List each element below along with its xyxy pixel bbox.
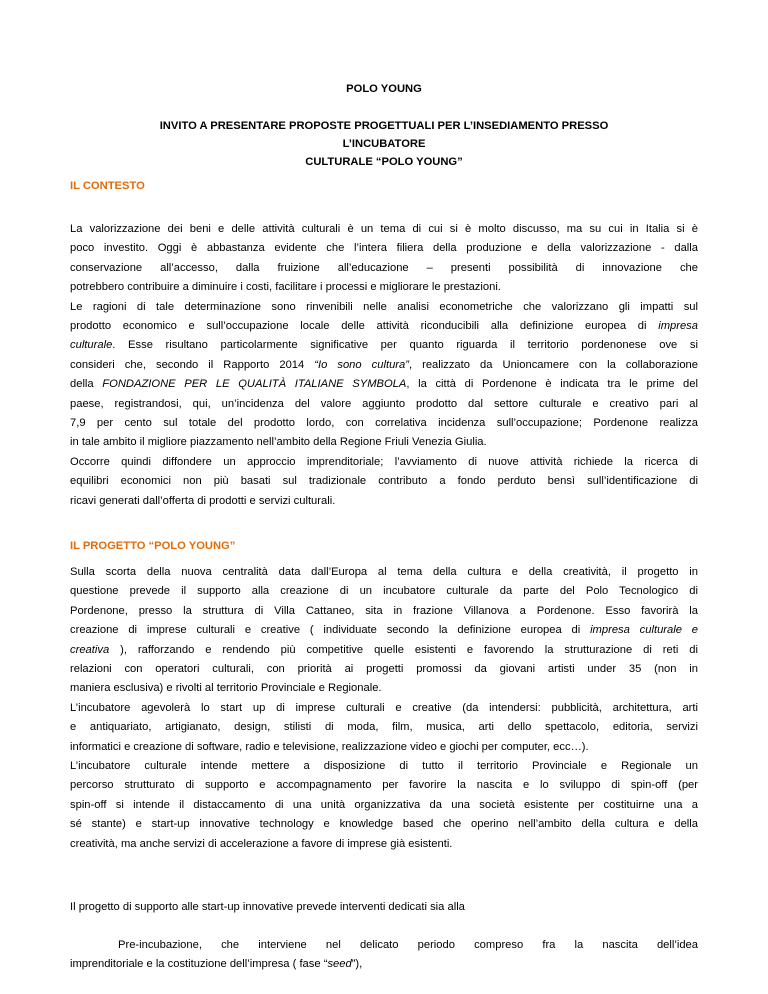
text-line: L’incubatore culturale intende mettere a disposizione di tutto il territorio Provinciale e Regionale un [70,760,698,773]
subtitle-line-1: INVITO A PRESENTARE PROPOSTE PROGETTUALI PER L’INSEDIAMENTO PRESSO L’INCUBATORE [159,120,609,150]
text-span: . Esse risultano particolarmente significative per quanto riguarda il territorio pordenonese ove si [112,339,698,352]
text-line [70,356,698,375]
italic-term: impresa culturale e [590,624,698,637]
text-line: potrebbero contribuire a diminuire i costi, facilitare i processi e migliorare le prestazioni. [70,281,501,294]
text-line: ricavi generati dall’offerta di prodotti e servizi culturali. [70,494,336,507]
text-span: prodotto economico e sull’occupazione locale delle attività riconducibili alla definizione europea di [70,320,647,333]
text-line: Sulla scorta della nuova centralità data dall’Europa al tema della cultura e della creatività, il progetto in [70,566,698,578]
text-line: Il progetto di supporto alle start-up innovative prevede interventi dedicati sia alla [70,901,465,913]
text-line: creatività, ma anche servizi di accelerazione a favore di imprese già esistenti. [70,837,453,850]
text-line: in tale ambito il migliore piazzamento nell’ambito della Regione Friuli Venezia Giulia. [70,436,487,449]
text-line: equilibri economici non più basati sul tradizionale contributo a fondo perduto bensì sull’identificazione di [70,475,698,488]
text-line: relazioni con operatori culturali, con priorità ai progetti promossi da giovani artisti under 35 (non in [70,663,698,676]
text-line: L’incubatore agevolerà lo start up di imprese culturali e creative (da intendersi: pubblicità, architettura, arti [70,701,698,714]
text-line: Pre-incubazione, che interviene nel delicato periodo compreso fra la nascita dell’idea [118,939,698,951]
text-line [70,375,698,394]
paragraph-project [70,563,698,854]
italic-term: FONDAZIONE PER LE QUALITÀ ITALIANE SYMBOLA [102,378,407,391]
paragraph-support [70,898,698,917]
text-line: Occorre quindi diffondere un approccio imprenditoriale; l’avviamento di nuove attività richiede la ricerca di [70,455,698,468]
italic-term: impresa [658,320,698,333]
subtitle-line-2: CULTURALE “POLO YOUNG” [305,156,463,168]
text-line: e antiquariato, artigianato, design, stilisti di moda, film, musica, arti dello spettacolo, editoria, servizi [70,721,698,734]
text-line: sé stante) e start-up innovative technology e knowledge based che operino nell’ambito della cultura e della [70,818,698,831]
text-span: imprenditoriale e la costituzione dell’impresa ( fase “ [70,958,328,970]
paragraph-context [70,220,698,511]
text-span: ), rafforzando e rendendo più competitive quelle esistenti e favorendo la strutturazione di reti di [109,643,698,656]
text-span: , la città di Pordenone è indicata tra le prime del [406,378,698,391]
bullet-continuation [70,955,698,974]
text-span: , realizzato da Unioncamere con la collaborazione [408,358,699,371]
text-span: ”), [351,958,363,970]
text-line: questione prevede il supporto alla creazione di un incubatore culturale da parte del Polo Tecnologico di [70,585,698,598]
italic-term: creativa [70,643,110,656]
text-line: spin-off si intende il distaccamento di una unità organizzativa da una società esistente per costituirne una a [70,798,698,811]
bullet-pre-incubation [118,936,698,955]
text-line: conservazione all’accesso, dalla fruizione all’educazione – presenti possibilità di innovazione che [70,261,698,274]
text-line [70,336,698,355]
text-line [70,317,698,336]
text-line: informatici e creazione di software, radio e televisione, realizzazione video e giochi per computer, ecc…). [70,740,589,753]
document-title: POLO YOUNG [346,83,422,95]
text-span: creazione di imprese culturali e creative ( individuate secondo la definizione europea di [70,624,591,637]
text-line: paese, registrandosi, qui, un’incidenza del valore aggiunto prodotto dal settore culturale e creativo pari al [70,397,698,410]
document-subtitle [120,117,648,171]
text-line [70,621,698,640]
text-line: maniera esclusiva) e rivolti al territorio Provinciale e Regionale. [70,682,382,695]
text-line: La valorizzazione dei beni e delle attività culturali è un tema di cui si è molto discusso, ma su cui in Italia si è [70,223,698,235]
section-heading-project: IL PROGETTO “POLO YOUNG” [70,540,236,552]
italic-term: seed [327,958,352,970]
text-line [70,641,698,660]
text-line: poco investito. Oggi è abbastanza evidente che l’intera filiera della produzione e della valorizzazione - dalla [70,242,698,255]
text-line: Le ragioni di tale determinazione sono rinvenibili nelle analisi econometriche che valorizzano gli impatti sul [70,300,698,313]
italic-term: “Io sono cultura” [314,358,409,371]
text-line: percorso strutturato di supporto e accompagnamento per favorire la nascita e lo sviluppo di spin-off (per [70,779,698,792]
text-line: Pordenone, presso la struttura di Villa Cattaneo, sita in frazione Villanova a Pordenone. Esso favorirà la [70,604,698,617]
text-span: della [70,378,103,391]
text-line: 7,9 per cento sul totale del prodotto lordo, con correlativa incidenza sull’occupazione; Pordenone realizza [70,417,698,430]
italic-term: culturale [70,339,113,352]
text-span: consideri che, secondo il Rapporto 2014 [70,358,315,371]
section-heading-context: IL CONTESTO [70,180,145,192]
